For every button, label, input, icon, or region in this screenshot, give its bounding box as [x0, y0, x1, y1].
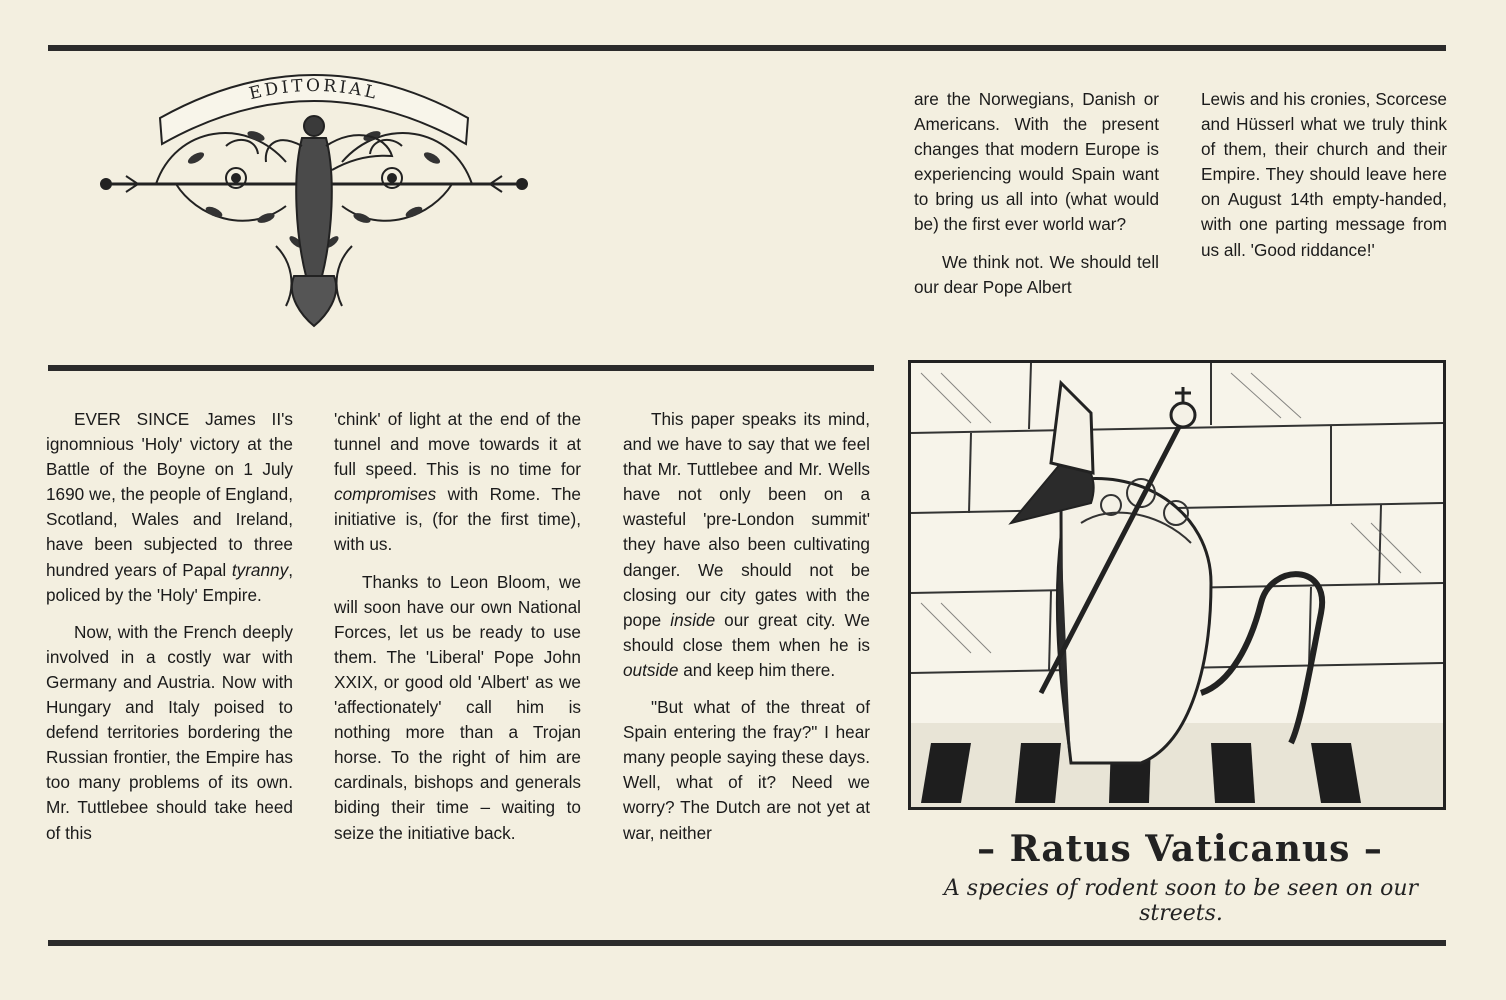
paragraph: Thanks to Leon Bloom, we will soon have our own National Forces, let us be ready to use them. The 'Liberal' Pope John XXIX, or good old 'Albert' as we 'affectionately' call him is nothing more than a Trojan horse. To the right of him are cardinals, bishops and generals biding their time – waiting to seize the initiative back.: [334, 571, 581, 843]
editorial-banner-label: EDITORIAL: [247, 75, 381, 105]
editorial-ornament: [96, 66, 532, 344]
paragraph: Now, with the French deeply involved in a costly war with Germany and Austria. Now with Hungary and Italy poised to defend territories bordering the Russian frontier, the Empire has too many problems of its own. Mr. Tuttlebee should take heed of this: [46, 621, 293, 843]
caption-title: – Ratus Vaticanus –: [977, 828, 1383, 870]
article-column-1: [46, 407, 293, 858]
paragraph: We think not. We should tell our dear Pope Albert: [914, 251, 1159, 297]
paragraph: This paper speaks its mind, and we have to say that we feel that Mr. Tuttlebee and Mr. Wells have not only been on a wasteful 'pre-London summit' they have also been cultivating danger. We should not be closing our city gates with the pope inside our great city. We should close them when he is outside and keep him there.: [623, 409, 870, 680]
article-column-4: [914, 87, 1159, 312]
paragraph: are the Norwegians, Danish or Americans. With the present changes that modern Europe is experiencing would Spain want to bring us all into (what would be) the first ever world war?: [914, 89, 1159, 235]
paragraph: 'chink' of light at the end of the tunnel and move towards it at full speed. This is no time for compromises with Rome. The initiative is, (for the first time), with us.: [334, 409, 581, 555]
caption-subtitle: A species of rodent soon to be seen on our streets.: [943, 876, 1419, 926]
cartoon-illustration: [908, 360, 1446, 810]
paragraph: EVER SINCE James II's ignomnious 'Holy' victory at the Battle of the Boyne on 1 July 1690 we, the people of England, Scotland, Wales and Ireland, have been subjected to three hundred years of Papal tyranny, policed by the 'Holy' Empire.: [46, 409, 293, 605]
top-rule: [48, 45, 1446, 51]
article-column-3: [623, 407, 870, 858]
pope-rat-drawing: [911, 363, 1443, 807]
paragraph: "But what of the threat of Spain entering the fray?" I hear many people saying these days. Well, what of it? Need we worry? The Dutch are not yet at war, neither: [623, 697, 870, 843]
middle-rule: [48, 365, 874, 371]
paragraph: Lewis and his cronies, Scorcese and Hüsserl what we truly think of them, their church and their Empire. They should leave here on August 14th empty-handed, with one parting message from us all. 'Good riddance!': [1201, 89, 1447, 260]
bottom-rule: [48, 940, 1446, 946]
article-column-2: [334, 407, 581, 858]
article-column-5: [1201, 87, 1447, 275]
